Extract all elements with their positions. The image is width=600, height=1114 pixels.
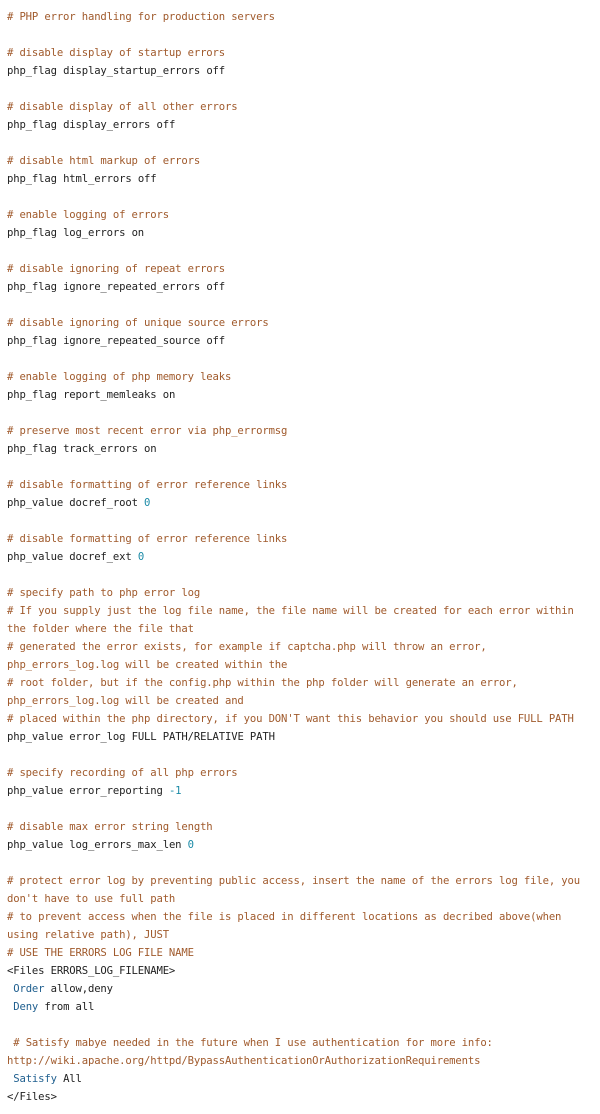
directive-name: display_errors (63, 119, 151, 131)
directive-value: off (206, 281, 225, 293)
block-keyword: Satisfy (13, 1073, 57, 1085)
comment-line (7, 908, 592, 944)
directive-value: off (156, 119, 176, 131)
directive-keyword: php_flag (7, 389, 57, 401)
files-tag: </Files> (7, 1091, 57, 1103)
comment-text: # specify path to php error log (7, 587, 201, 599)
directive-line (7, 170, 592, 188)
directive-name: report_memleaks (63, 389, 157, 401)
files-tag-line (7, 962, 592, 980)
directive-name: display_startup_errors (63, 65, 201, 77)
comment-text: # USE THE ERRORS LOG FILE NAME (7, 947, 194, 959)
blank-line (7, 746, 592, 764)
blank-line (7, 134, 592, 152)
comment-line (7, 674, 592, 710)
directive-name: log_errors_max_len (69, 839, 182, 851)
files-tag: <Files ERRORS_LOG_FILENAME> (7, 965, 176, 977)
directive-keyword: php_flag (7, 281, 57, 293)
comment-line (7, 602, 592, 638)
directive-line (7, 782, 592, 800)
comment-text: # enable logging of php memory leaks (7, 371, 232, 383)
directive-value: off (206, 335, 225, 347)
files-tag-line (7, 1088, 592, 1106)
block-argument: from all (38, 1001, 95, 1013)
comment-line (7, 710, 592, 728)
block-argument: All (56, 1073, 82, 1085)
comment-text: # If you supply just the log file name, the file name will be created for each error within the folder where the file that (7, 605, 580, 635)
directive-line (7, 836, 592, 854)
comment-line (7, 98, 592, 116)
comment-text: # disable display of all other errors (7, 101, 238, 113)
comment-text: # generated the error exists, for example if captcha.php will throw an error, php_errors_log.log will be created within the (7, 641, 493, 671)
blank-line (7, 458, 592, 476)
comment-text: # disable max error string length (7, 821, 213, 833)
directive-keyword: php_value (7, 785, 64, 797)
directive-keyword: php_value (7, 497, 64, 509)
directive-name: ignore_repeated_errors (63, 281, 201, 293)
blank-line (7, 1016, 592, 1034)
directive-line (7, 62, 592, 80)
directive-keyword: php_value (7, 839, 64, 851)
comment-line (7, 584, 592, 602)
comment-line (7, 44, 592, 62)
blank-line (7, 854, 592, 872)
directive-name: log_errors (63, 227, 126, 239)
directive-value: FULL PATH/RELATIVE PATH (131, 731, 275, 743)
directive-value: on (144, 443, 157, 455)
comment-line (7, 638, 592, 674)
directive-name: track_errors (63, 443, 138, 455)
comment-line (7, 314, 592, 332)
comment-line (7, 944, 592, 962)
directive-line (7, 332, 592, 350)
comment-line (7, 818, 592, 836)
comment-text: # root folder, but if the config.php within the php folder will generate an error, php_errors_log.log will be created and (7, 677, 524, 707)
blank-line (7, 26, 592, 44)
comment-text: # specify recording of all php errors (7, 767, 238, 779)
blank-line (7, 296, 592, 314)
blank-line (7, 242, 592, 260)
comment-line (7, 476, 592, 494)
comment-line (7, 8, 592, 26)
files-block-line (7, 998, 592, 1016)
directive-value: 0 (137, 551, 145, 563)
directive-keyword: php_flag (7, 227, 57, 239)
directive-line (7, 278, 592, 296)
directive-line (7, 494, 592, 512)
comment-text: # to prevent access when the file is placed in different locations as decribed above(when using relative path), JUST (7, 911, 568, 941)
comment-line (7, 872, 592, 908)
directive-line (7, 116, 592, 134)
comment-line (7, 422, 592, 440)
blank-line (7, 566, 592, 584)
directive-name: docref_root (69, 497, 138, 509)
directive-value: -1 (168, 785, 182, 797)
directive-name: error_log (69, 731, 126, 743)
comment-text: # disable formatting of error reference links (7, 533, 288, 545)
blank-line (7, 404, 592, 422)
blank-line (7, 512, 592, 530)
directive-keyword: php_flag (7, 443, 57, 455)
comment-line (7, 368, 592, 386)
directive-keyword: php_flag (7, 65, 57, 77)
comment-line (7, 260, 592, 278)
comment-text: # placed within the php directory, if you DON'T want this behavior you should use FULL PATH (7, 713, 574, 725)
comment-text: # protect error log by preventing public access, insert the name of the errors log file, you don't have to use full path (7, 875, 587, 905)
block-keyword: Deny (13, 1001, 39, 1013)
comment-line (7, 1034, 592, 1070)
directive-name: error_reporting (69, 785, 163, 797)
directive-value: off (206, 65, 225, 77)
directive-keyword: php_flag (7, 335, 57, 347)
directive-keyword: php_value (7, 731, 64, 743)
blank-line (7, 188, 592, 206)
comment-text: # disable html markup of errors (7, 155, 201, 167)
directive-line (7, 548, 592, 566)
comment-text: # enable logging of errors (7, 209, 169, 221)
directive-keyword: php_flag (7, 173, 57, 185)
block-argument: allow,deny (44, 983, 113, 995)
directive-value: on (131, 227, 145, 239)
comment-text: # disable display of startup errors (7, 47, 225, 59)
directive-line (7, 224, 592, 242)
directive-line (7, 386, 592, 404)
directive-value: on (162, 389, 176, 401)
comment-line (7, 206, 592, 224)
comment-text: # preserve most recent error via php_errormsg (7, 425, 288, 437)
directive-name: html_errors (63, 173, 132, 185)
comment-text: # PHP error handling for production servers (7, 11, 275, 23)
files-block-line (7, 980, 592, 998)
blank-line (7, 800, 592, 818)
directive-keyword: php_flag (7, 119, 57, 131)
files-block-line (7, 1070, 592, 1088)
directive-name: docref_ext (69, 551, 132, 563)
comment-text: # disable ignoring of repeat errors (7, 263, 225, 275)
comment-line (7, 764, 592, 782)
comment-text: # Satisfy mabye needed in the future when I use authentication for more info: http://wiki.apache.org/httpd/BypassAuthenticationOrAuthorizationRequirements (7, 1037, 500, 1067)
directive-keyword: php_value (7, 551, 64, 563)
blank-line (7, 80, 592, 98)
directive-value: 0 (144, 497, 151, 509)
directive-value: off (137, 173, 157, 185)
comment-line (7, 152, 592, 170)
comment-text: # disable formatting of error reference links (7, 479, 288, 491)
directive-line (7, 440, 592, 458)
directive-line (7, 728, 592, 746)
blank-line (7, 350, 592, 368)
directive-name: ignore_repeated_source (63, 335, 201, 347)
comment-text: # disable ignoring of unique source errors (7, 317, 269, 329)
comment-line (7, 530, 592, 548)
block-keyword: Order (13, 983, 45, 995)
directive-value: 0 (187, 839, 194, 851)
